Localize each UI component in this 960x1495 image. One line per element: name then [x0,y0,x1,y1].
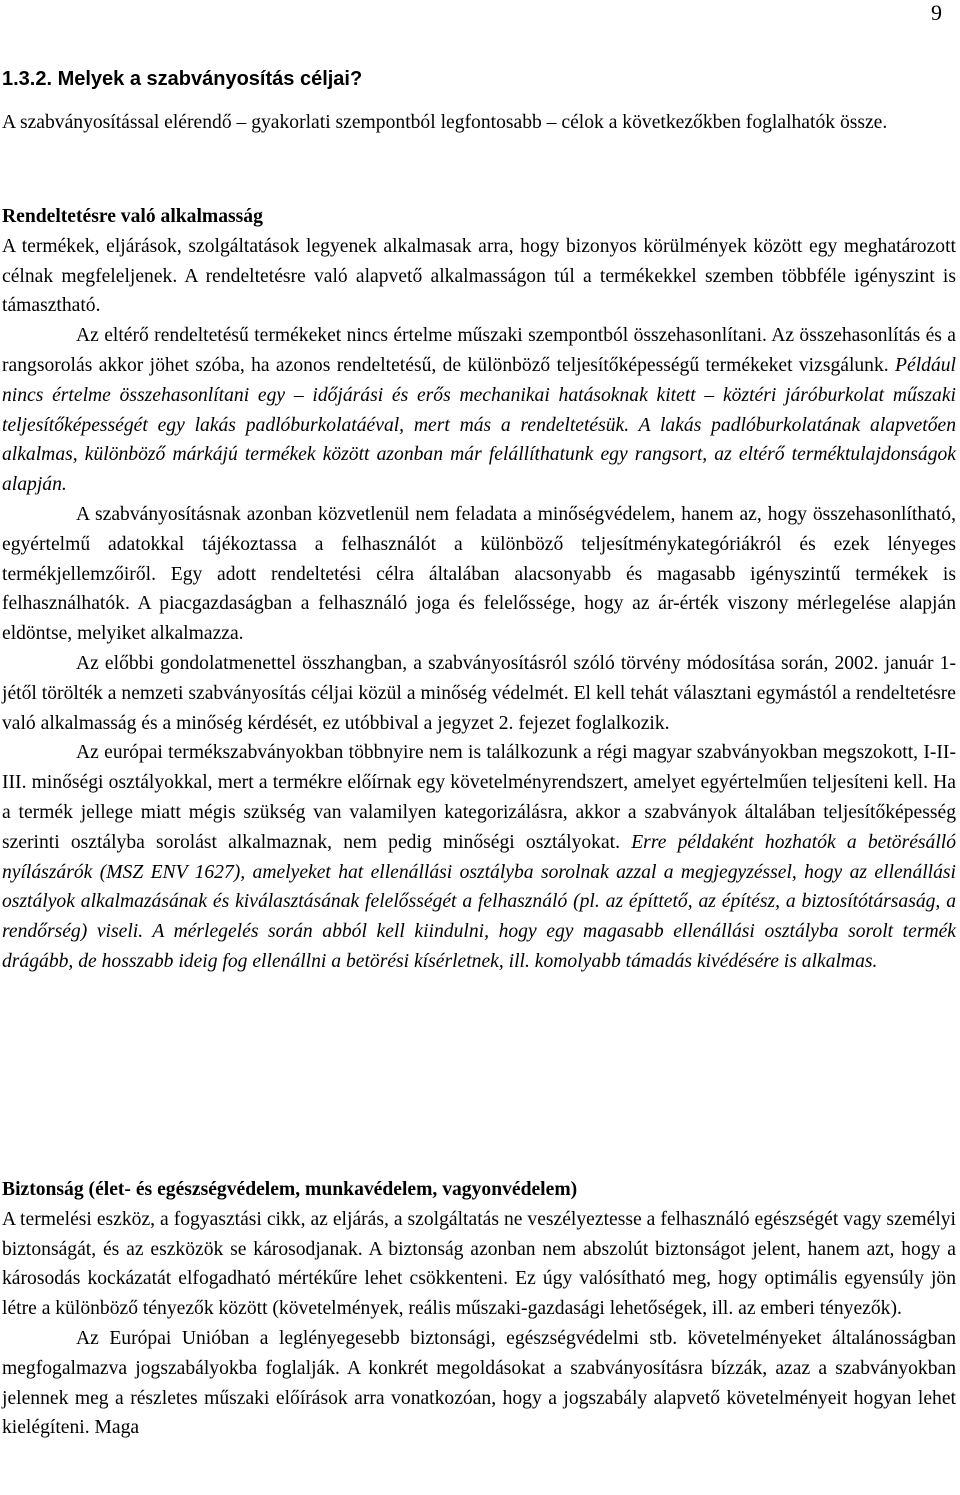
fitness-section [2,202,956,977]
safety-paragraph-1: A termelési eszköz, a fogyasztási cikk, az eljárás, a szolgáltatás ne veszélyeztesse a felhasználó egészségét vagy személyi biztonságát, és az eszközök se károsodjanak. A biztonság azonban nem abszolút biztonságot jelent, hanem azt, hogy a károsodás kockázatát elfogadható mértékűre lehet csökkenteni. Ez úgy valósítható meg, hogy optimális egyensúly jön létre a különböző tényezők között (követelmények, reális műszaki-gazdasági lehetőségek, ill. az emberi tényezők). [2,1208,956,1320]
intro-paragraph: A szabványosítással elérendő – gyakorlati szempontból legfontosabb – célok a következőkben foglalhatók össze. [2,112,888,133]
fitness-paragraph-2-italic: Például nincs értelme összehasonlítani egy – időjárási és erős mechanikai hatásoknak kitett – köztéri járóburkolat műszaki teljesítőképességét egy lakás padlóburkolatáéval, mert más a rendeltetésük. A lakás padlóburkolatának alapvetően alkalmas, különböző márkájú termékek között azonban már felállíthatunk egy rangsort, az eltérő terméktulajdonságok alapján. [2,354,956,496]
fitness-paragraph-2 [2,321,956,500]
fitness-paragraph-5 [2,738,956,976]
fitness-heading: Rendeltetésre való alkalmasság [2,206,263,227]
fitness-paragraph-3: A szabványosításnak azonban közvetlenül nem feladata a minőségvédelem, hanem az, hogy összehasonlítható, egyértelmű adatokkal tájékoztassa a felhasználót a különböző teljesítménykategóriákról és ezek lényeges termékjellemzőiről. Egy adott rendeltetési célra általában alacsonyabb és magasabb igényszintű termékek is felhasználhatók. A piacgazdaságban a felhasználó joga és felelőssége, hogy az ár-érték viszony mérlegelése alapján eldöntse, melyiket alkalmazza. [2,503,956,645]
section-heading: 1.3.2. Melyek a szabványosítás céljai? [2,68,363,90]
fitness-paragraph-5-italic: Erre példaként hozhatók a betörésálló nyílászárók (MSZ ENV 1627), amelyeket hat ellenállási osztályba sorolnak azzal a megjegyzéssel, hogy az ellenállási osztályok alkalmazásának és kiválasztásának felelősségét a felhasználó (pl. az építtető, az építész, a biztosítótársaság, a rendőrség) viseli. A mérlegelés során abból kell kiindulni, hogy egy magasabb ellenállási osztályba sorolt termék drágább, de hosszabb ideig fog ellenállni a betörési kísérletnek, ill. komolyabb támadás kivédésére is alkalmas. [2,831,957,972]
fitness-paragraph-5-regular: Az európai termékszabványokban többnyire nem is találkozunk a régi magyar szabványokban megszokott, I-II-III. minőségi osztályokkal, mert a termékre előírnak egy követelményrendszert, amelyet egyértelműen teljesíteni kell. Ha a termék jellege miatt mégis szükség van valamilyen kategorizálásra, akkor a szabványok általában teljesítőképesség szerinti osztályba sorolást alkalmaznak, nem pedig minőségi osztályokat. [2,742,956,853]
fitness-paragraph-1: A termékek, eljárások, szolgáltatások legyenek alkalmasak arra, hogy bizonyos körülmények között egy meghatározott célnak megfeleljenek. A rendeltetésre való alapvető alkalmasságon túl a termékekkel szemben többféle igényszint is támasztható. [2,235,956,317]
intro-block [2,108,956,138]
safety-section [2,1175,956,1443]
safety-heading: Biztonság (élet- és egészségvédelem, munkavédelem, vagyonvédelem) [2,1179,578,1200]
fitness-paragraph-4: Az előbbi gondolatmenettel összhangban, a szabványosításról szóló törvény módosítása során, 2002. január 1-jétől törölték a nemzeti szabványosítás céljai közül a minőség védelmét. El kell tehát választani egymástól a rendeltetésre való alkalmasság és a minőség kérdését, ez utóbbival a jegyzet 2. fejezet foglalkozik. [2,652,956,734]
page-number: 9 [931,0,942,25]
fitness-paragraph-2-regular: Az eltérő rendeltetésű termékeket nincs értelme műszaki szempontból összehasonlítani. Az összehasonlítás és a rangsorolás akkor jöhet szóba, ha azonos rendeltetésű, de különböző teljesítőképességű termékeket vizsgálunk. [2,325,956,376]
safety-paragraph-2: Az Európai Unióban a leglényegesebb biztonsági, egészségvédelmi stb. követelményeket általánosságban megfogalmazva jogszabályokba foglalják. A konkrét megoldásokat a szabványosításra bízzák, azaz a szabványokban jelennek meg a részletes műszaki előírások arra vonatkozóan, hogy a jogszabály alapvető követelményeit hogyan lehet kielégíteni. Maga [2,1327,956,1439]
